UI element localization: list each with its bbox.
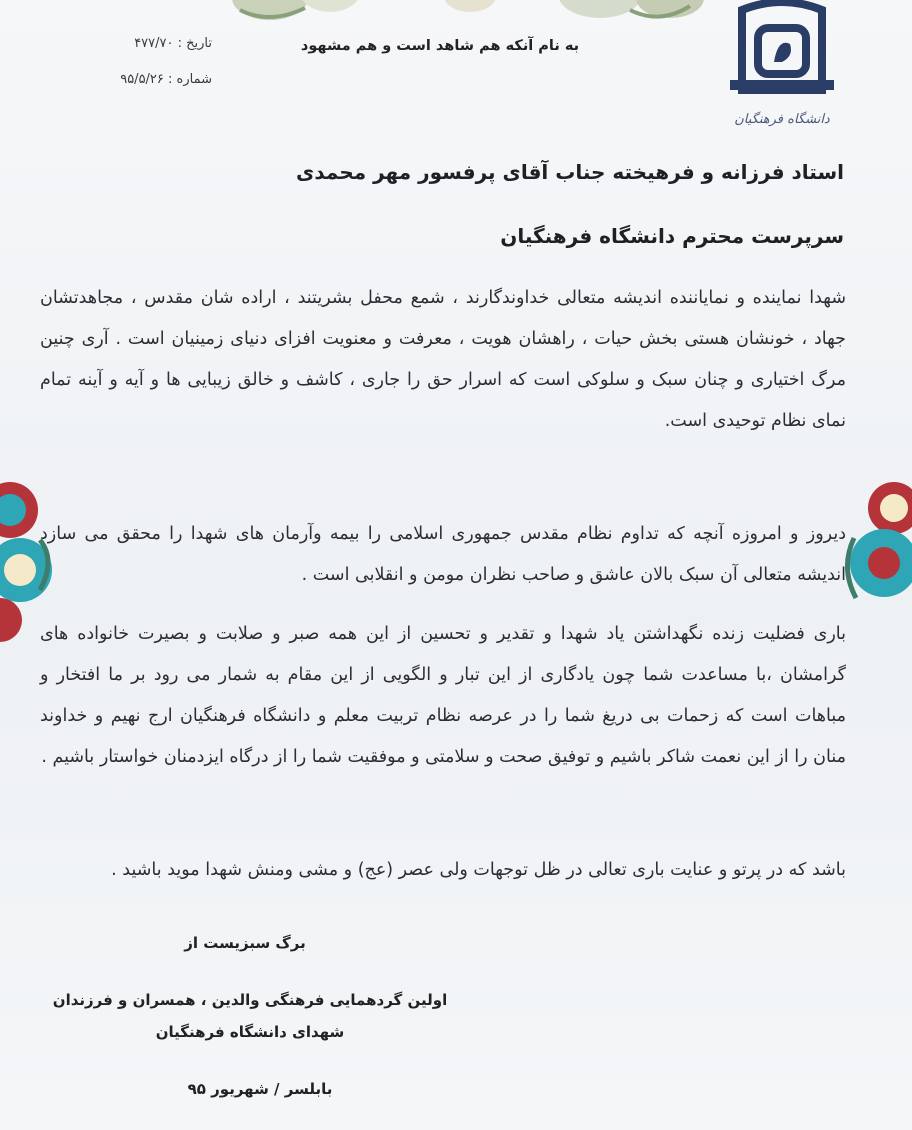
addressee-name: استاد فرزانه و فرهیخته جناب آقای پرفسور مهر محمدی [296, 160, 844, 184]
sender-intro: برگ سبزیست از [184, 934, 306, 952]
letter-date: تاریخ : ۴۷۷/۷۰ [134, 36, 212, 51]
sender-block [40, 984, 460, 1048]
paragraph-text: باشد که در پرتو و عنایت باری تعالی در ظل توجهات ولی عصر (عج) و مشی ومنش شهدا مويد باشید . [111, 860, 846, 880]
paragraph-text: دیروز و امروزه آنچه که تداوم نظام مقدس جمهوری اسلامی را بیمه وآرمان های شهدا را محقق می سازد اندیشه متعالی آن سبک بالان عاشق و صاحب نظران مومن و انقلابی است . [40, 524, 846, 585]
paragraph-text: شهدا نماینده و نمایاننده اندیشه متعالی خداوندگارند ، شمع محفل بشریتند ، اراده شان مقدس ، مجاهدتشان جهاد ، خونشان هستی بخش حیات ، راهشان هویت ، معرفت و معنویت افزای دنیای زمینیان است . آری چنین مرگ اختیاری و چنان سبک و سلوکی است که اسرار حق را جاری ، کاشف و خالق زیبایی ها و آیه و آینه تمام نمای نظام توحیدی است. [40, 288, 846, 431]
place-date: بابلسر / شهریور ۹۵ [187, 1080, 333, 1098]
body-paragraph-3 [40, 614, 846, 778]
floral-border-top [210, 0, 730, 30]
sender-event: اولین گردهمایی فرهنگی والدین ، همسران و فرزندان [52, 991, 448, 1009]
opening-invocation: به نام آنکه هم شاهد است و هم مشهود [300, 38, 580, 54]
sender-organization: شهدای دانشگاه فرهنگیان [155, 1023, 345, 1041]
body-paragraph-1 [40, 278, 846, 442]
ornament-right [844, 478, 912, 658]
logo-caption: دانشگاه فرهنگیان [734, 112, 830, 127]
addressee-title: سرپرست محترم دانشگاه فرهنگیان [500, 224, 844, 248]
ornament-left [0, 470, 60, 650]
body-paragraph-2 [40, 514, 846, 596]
body-paragraph-4 [40, 850, 846, 891]
paragraph-text: باری فضلیت زنده نگهداشتن یاد شهدا و تقدیر و تحسین از این همه صبر و صلابت و بصیرت خانواده های گرامشان ،با مساعدت شما چون یادگاری از این تبار و الگویی از این مقام به شمار می رود بر ما افتخار و مباهات است که زحمات بی دریغ شما را در عرصه نظام تربیت معلم و دانشگاه فرهنگیان ارج نهیم و خداوند منان را از این نعمت شاکر باشیم و توفیق صحت و سلامتی و موفقیت شما را از درگاه ایزدمنان خواستار باشیم . [40, 624, 846, 767]
letter-number: شماره : ۹۵/۵/۲۶ [120, 72, 212, 87]
